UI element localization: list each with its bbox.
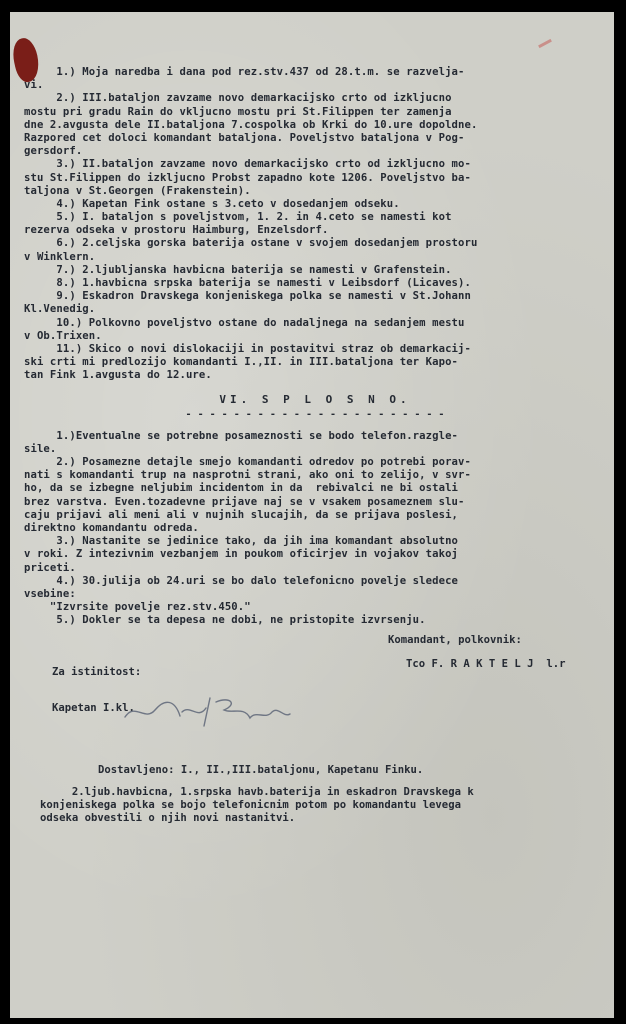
provision-text-line: caju prijavi ali meni ali v nujnih slucajih, da se prijava poslesi, [24,508,459,521]
order-text-line: ski crti mi predlozijo komandanti I.,II. in III.bataljona ter Kapo- [24,356,459,369]
provision-text-line: 5.) Dokler se ta depesa ne dobi, ne pristopite izvrsenju. [24,614,426,627]
numbered-orders [24,66,606,383]
provision-text-line: 3.) Nastanite se jedinice tako, da jih ima komandant absolutno [24,535,459,548]
order-text-line: 11.) Skico o novi dislokaciji in postavitvi straz ob demarkacij- [24,342,471,355]
order-text-line: gersdorf. [24,145,83,158]
heading-underline: - - - - - - - - - - - - - - - - - - - - - - [185,408,445,420]
order-text-line: 8.) 1.havbicna srpska baterija se namesti v Leibsdorf (Licaves). [24,277,471,289]
closing-note [40,786,474,826]
order-text-line: 5.) I. bataljon s poveljstvom, 1. 2. in 4.ceto se namesti kot [24,211,452,224]
provision-text-line: sile. [24,442,57,455]
general-provisions [24,430,606,628]
order-text-line: taljona v St.Georgen (Frakenstein). [24,184,251,197]
red-pencil-mark [538,39,552,48]
order-text-line: 2.) III.bataljon zavzame novo demarkacijsko crto od izkljucno [24,92,452,105]
commander-title: Komandant, polkovnik: [388,634,522,646]
order-text-line: vi. [24,79,44,92]
attest-rank: Kapetan I.kl. [52,702,135,714]
order-text-line: v Ob.Trixen. [24,329,102,342]
order-text-line: 4.) Kapetan Fink ostane s 3.ceto v dosedanjem odseku. [24,197,400,210]
provision-text-line: brez varstva. Even.tozadevne prijave naj se v vsakem posameznem slu- [24,495,465,508]
commander-name: Tco F. R A K T E L J l.r [406,658,566,670]
order-text-line: 3.) II.bataljon zavzame novo demarkacijsko crto od izkljucno mo- [24,158,471,171]
provision-text-line: "Izvrsite povelje rez.stv.450." [24,601,251,614]
provision-text-line: vsebine: [24,587,76,600]
order-text-line: stu St.Filippen do izkljucno Probst zapadno kote 1206. Poveljstvo ba- [24,171,471,184]
provision-text-line: nati s komandanti trup na nasprotni strani, ako oni to zelijo, v svr- [24,469,471,482]
provision-text-line: 1.)Eventualne se potrebne posameznosti se bodo telefon.razgle- [24,429,459,442]
provision-text-line: 4.) 30.julija ob 24.uri se bo dalo telefonicno povelje sledece [24,574,459,587]
provision-text-line: ho, da se izbegne neljubim incidentom in da rebivalci ne bi ostali [24,482,459,495]
note-text-line: konjeniskega polka se bojo telefonicnim potom po komandantu levega [40,799,461,812]
order-text-line: rezerva odseka v prostoru Haimburg, Enzelsdorf. [24,224,329,237]
provision-text-line: direktno komandantu odreda. [24,522,199,535]
order-text-line: mostu pri gradu Rain do vkljucno mostu pri St.Filippen ter zamenja [24,105,452,118]
handwritten-signature [120,692,295,730]
order-text-line: tan Fink 1.avgusta do 12.ure. [24,369,212,382]
typed-text-block [24,66,606,628]
order-text-line: dne 2.avgusta dele II.bataljona 7.cospolka ob Krki do 10.ure dopoldne. [24,118,478,131]
order-text-line: Razpored cet doloci komandant bataljona. Poveljstvo bataljona v Pog- [24,131,465,144]
order-text-line: Kl.Venedig. [24,303,96,316]
order-text-line: 7.) 2.ljubljanska havbicna baterija se namesti v Grafenstein. [24,263,452,276]
provision-text-line: v roki. Z intezivnim vezbanjem in poukom oficirjev in vojakov takoj [24,548,459,561]
section-heading: VI. S P L O S N O. [219,392,411,406]
document-sheet [10,12,614,1018]
order-text-line: 9.) Eskadron Dravskega konjeniskega polka se namesti v St.Johann [24,290,471,303]
order-text-line: 10.) Polkovno poveljstvo ostane do nadaljnega na sedanjem mestu [24,316,465,329]
order-text-line: 1.) Moja naredba i dana pod rez.stv.437 od 28.t.m. se razvelja- [24,66,465,78]
note-text-line: 2.ljub.havbicna, 1.srpska havb.baterija in eskadron Dravskega k [40,786,474,798]
attest-label: Za istinitost: [52,666,142,678]
provision-text-line: priceti. [24,561,76,574]
note-text-line: odseka obvestili o njih novi nastanitvi. [40,812,296,825]
distribution-line: Dostavljeno: I., II.,III.bataljonu, Kapetanu Finku. [98,764,424,776]
provision-text-line: 2.) Posamezne detajle smejo komandanti odredov po potrebi porav- [24,456,471,469]
order-text-line: v Winklern. [24,250,96,263]
order-text-line: 6.) 2.celjska gorska baterija ostane v svojem dosedanjem prostoru [24,237,478,250]
